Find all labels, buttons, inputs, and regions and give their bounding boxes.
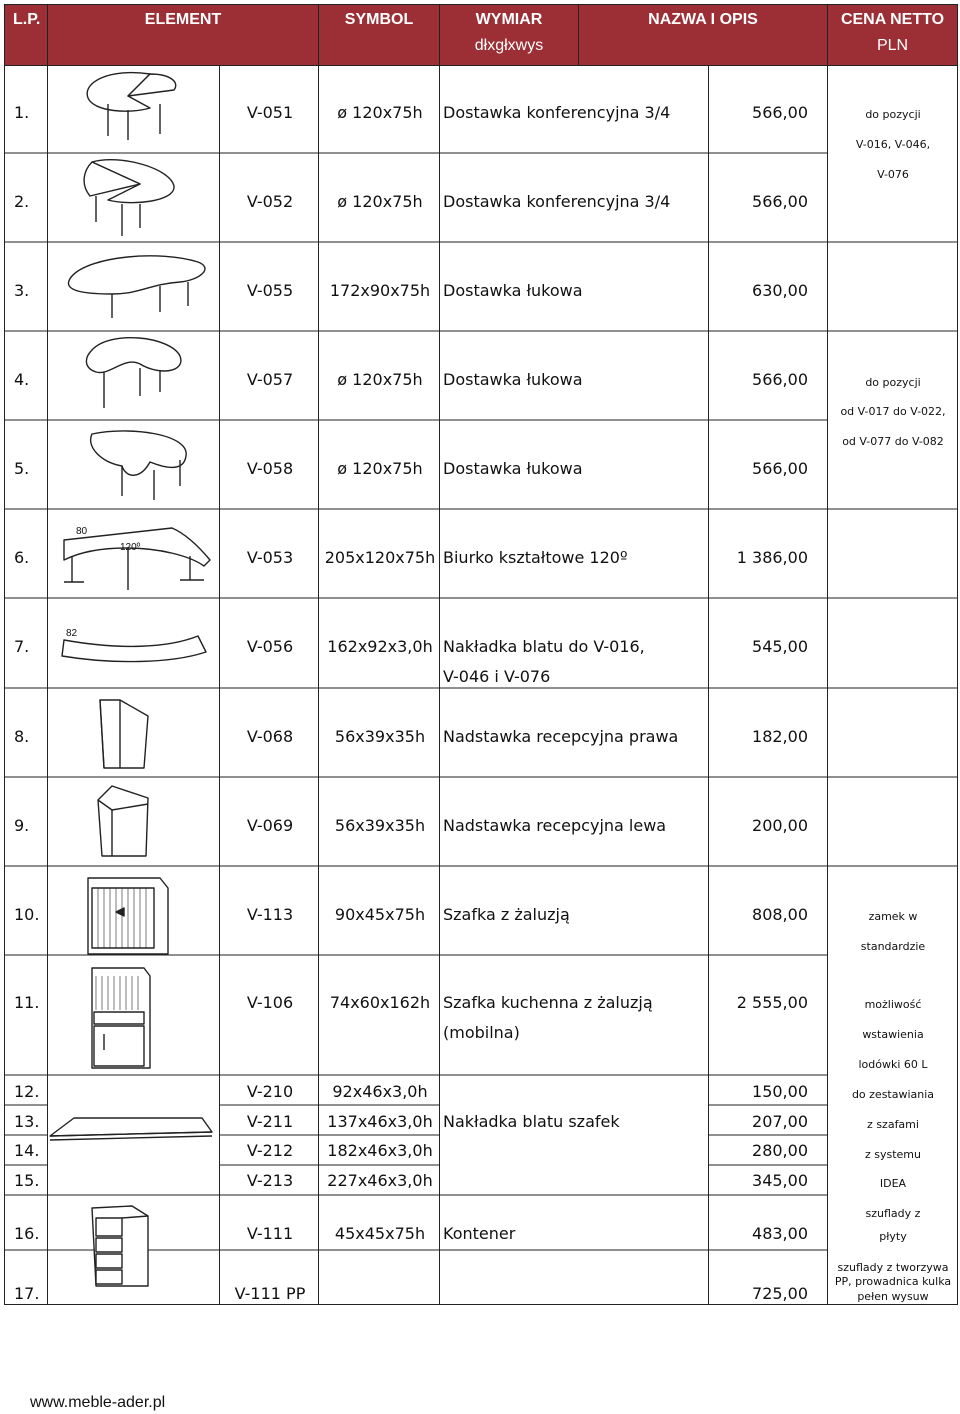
note: płyty [879,1230,907,1243]
row-symbol: V-210 [246,1082,294,1101]
row-cena: 808,00 [752,905,808,924]
row-symbol: V-052 [246,192,294,211]
row-nazwa: Dostawka łukowa [443,459,583,478]
desk-top-overlay-icon [62,636,206,662]
row-lp: 5. [14,459,30,478]
row-wymiar: 182x46x3,0h [327,1141,433,1160]
note: od V-077 do V-082 [842,435,944,448]
row-wymiar: ø 120x75h [337,459,423,478]
symbol-note-80: 80 [76,526,88,537]
row-lp: 16. [14,1224,40,1243]
row-nazwa: Dostawka konferencyjna 3/4 [443,103,671,122]
row-lp: 1. [14,103,30,122]
row-cena: 182,00 [752,727,808,746]
row-cena: 345,00 [752,1171,808,1190]
row-nazwa: Szafka z żaluzją [443,905,570,924]
row-symbol: V-055 [246,281,294,300]
note: do zestawiania [851,1088,935,1101]
note: wstawienia [862,1028,924,1041]
note: IDEA [879,1177,907,1190]
row-cena: 566,00 [752,459,808,478]
header-cena: CENA NETTO PLN [827,4,958,66]
angled-desk-icon [64,528,210,590]
note: standardzie [860,940,926,953]
note: szuflady z [865,1207,921,1220]
header-nazwa: NAZWA I OPIS [578,4,828,66]
header-cena-sub: PLN [876,37,909,54]
row-lp: 4. [14,370,30,389]
note: pełen wysuw [857,1290,929,1303]
drawer-container-icon [92,1206,148,1286]
row-symbol: V-053 [246,548,294,567]
row-symbol: V-213 [246,1171,294,1190]
row-wymiar: ø 120x75h [337,192,423,211]
row-nazwa: Biurko kształtowe 120º [443,548,628,567]
row-wymiar: 172x90x75h [329,281,431,300]
row-symbol: V-113 [246,905,294,924]
kitchen-cabinet-icon [92,968,150,1068]
curved-table-icon [86,338,180,408]
note: V-016, V-046, [855,138,931,151]
row-wymiar: 227x46x3,0h [327,1171,433,1190]
row-cena: 566,00 [752,370,808,389]
row-cena: 566,00 [752,103,808,122]
note: szuflady z tworzywa [837,1261,949,1274]
row-wymiar: 205x120x75h [324,548,436,567]
bean-table-icon [68,256,204,318]
cabinet-top-icon [50,1118,212,1140]
note: możliwość [864,998,922,1011]
reception-top-icon [98,786,148,856]
row-nazwa: Nadstawka recepcyjna prawa [443,727,679,746]
row-cena: 725,00 [752,1284,808,1303]
row-nazwa: Kontener [443,1224,516,1243]
row-cena: 566,00 [752,192,808,211]
row-lp: 17. [14,1284,40,1303]
row-symbol: V-111 PP [234,1284,306,1303]
row-wymiar: 137x46x3,0h [327,1112,433,1131]
row-cena: 483,00 [752,1224,808,1243]
row-nazwa: Dostawka łukowa [443,281,583,300]
row-wymiar: 74x60x162h [329,993,431,1012]
header-lp: L.P. [4,4,48,66]
row-lp: 2. [14,192,30,211]
row-lp: 3. [14,281,30,300]
row-lp: 13. [14,1112,40,1131]
row-cena: 200,00 [752,816,808,835]
note: z szafami [867,1118,919,1131]
row-cena: 207,00 [752,1112,808,1131]
row-lp: 14. [14,1141,40,1160]
row-symbol: V-057 [246,370,294,389]
row-wymiar: 92x46x3,0h [332,1082,428,1101]
row-lp: 7. [14,637,30,656]
row-nazwa: Nakładka blatu szafek [443,1112,620,1131]
row-cena: 545,00 [752,637,808,656]
row-nazwa: Nadstawka recepcyjna lewa [443,816,667,835]
row-cena: 630,00 [752,281,808,300]
note: od V-017 do V-022, [840,405,946,418]
note: z systemu [864,1148,921,1161]
row-symbol: V-068 [246,727,294,746]
row-nazwa: Dostawka konferencyjna 3/4 [443,192,671,211]
note: do pozycji [865,376,921,389]
header-element: ELEMENT [47,4,319,66]
row-lp: 9. [14,816,30,835]
row-cena: 280,00 [752,1141,808,1160]
footer-website[interactable]: www.meble-ader.pl [30,1394,166,1411]
row-symbol: V-069 [246,816,294,835]
row-wymiar: 90x45x75h [334,905,426,924]
row-cena: 2 555,00 [736,993,808,1012]
row-symbol: V-111 [246,1224,294,1243]
note: lodówki 60 L [858,1058,928,1071]
row-nazwa-line2: (mobilna) [443,1023,520,1042]
symbol-note-120: 120º [120,542,141,553]
note: PP, prowadnica kulka [834,1275,952,1288]
header-wymiar: WYMIAR dłxgłxwys [439,4,579,66]
row-wymiar: 56x39x35h [334,816,426,835]
row-nazwa: Nakładka blatu do V-016, [443,637,645,656]
row-nazwa: Szafka kuchenna z żaluzją [443,993,653,1012]
row-symbol: V-106 [246,993,294,1012]
row-nazwa-line2: V-046 i V-076 [443,667,551,686]
header-wymiar-sub: dłxgłxwys [474,37,544,54]
row-wymiar: 56x39x35h [334,727,426,746]
note: zamek w [868,910,918,923]
curved-table-icon [91,431,187,500]
symbol-note-82: 82 [66,628,78,639]
row-symbol: V-211 [246,1112,294,1131]
row-wymiar: 162x92x3,0h [327,637,433,656]
row-symbol: V-212 [246,1141,294,1160]
reception-top-icon [100,700,148,768]
row-symbol: V-056 [246,637,294,656]
note: do pozycji [865,108,921,121]
row-lp: 8. [14,727,30,746]
row-lp: 12. [14,1082,40,1101]
row-cena: 1 386,00 [736,548,808,567]
header-symbol: SYMBOL [318,4,440,66]
pacman-table-icon [87,73,176,140]
row-wymiar: ø 120x75h [337,103,423,122]
pacman-table-icon [84,160,174,236]
row-lp: 10. [14,905,40,924]
note: V-076 [877,168,909,181]
row-lp: 6. [14,548,30,567]
row-symbol: V-058 [246,459,294,478]
row-symbol: V-051 [246,103,294,122]
row-lp: 15. [14,1171,40,1190]
row-lp: 11. [14,993,40,1012]
shutter-cabinet-icon [88,878,168,954]
row-nazwa: Dostawka łukowa [443,370,583,389]
row-cena: 150,00 [752,1082,808,1101]
row-wymiar: 45x45x75h [334,1224,426,1243]
row-wymiar: ø 120x75h [337,370,423,389]
